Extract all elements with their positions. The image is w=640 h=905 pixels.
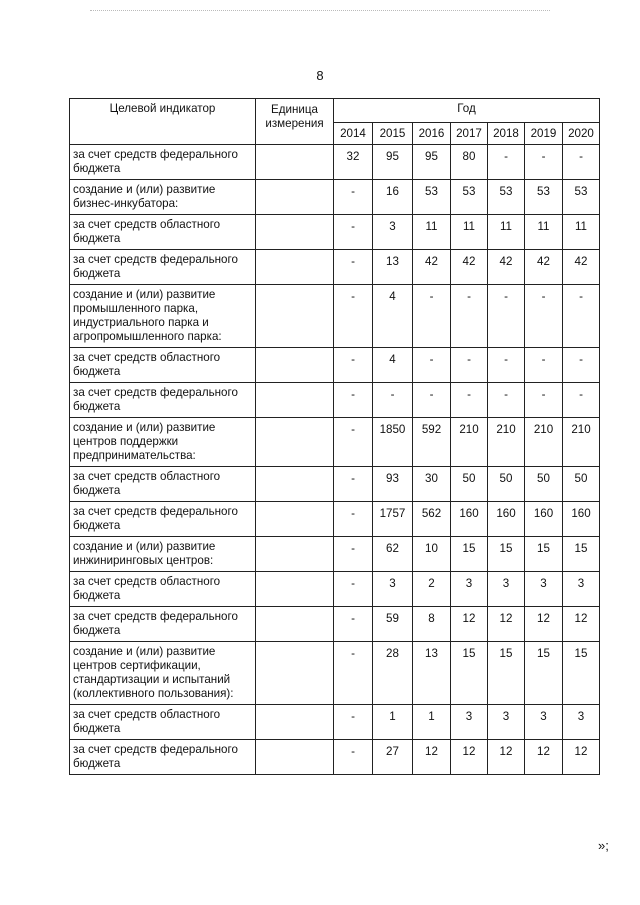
year-value: 53 [413,180,451,215]
year-value: 1757 [373,502,413,537]
year-value: 95 [413,145,451,180]
table-row [70,705,600,740]
year-value: 42 [451,250,488,285]
year-value: 562 [413,502,451,537]
indicator-label: создание и (или) развитие центров поддержки предпринимательства: [70,418,256,467]
year-value: 160 [488,502,525,537]
table-row [70,145,600,180]
header-year: 2017 [451,123,488,145]
year-value: - [334,348,373,383]
year-value: - [373,383,413,418]
year-value: - [334,572,373,607]
year-value: 3 [525,705,563,740]
header-year: 2014 [334,123,373,145]
year-value: 50 [451,467,488,502]
year-value: 27 [373,740,413,775]
year-value: - [334,180,373,215]
year-value: 1850 [373,418,413,467]
header-indicator: Целевой индикатор [70,99,256,145]
unit-cell [256,180,334,215]
indicator-label: за счет средств областного бюджета [70,467,256,502]
indicator-label: создание и (или) развитие центров сертификации, стандартизации и испытаний (коллективного пользования): [70,642,256,705]
year-value: 12 [451,607,488,642]
indicators-table [69,98,600,775]
indicator-label: создание и (или) развитие промышленного парка, индустриального парка и агропромышленного парка: [70,285,256,348]
scan-top-marks [90,10,550,13]
year-value: - [563,145,600,180]
year-value: - [488,348,525,383]
year-value: - [451,285,488,348]
unit-cell [256,705,334,740]
year-value: 95 [373,145,413,180]
year-value: 13 [413,642,451,705]
year-value: - [413,285,451,348]
year-value: 11 [488,215,525,250]
year-value: 3 [488,572,525,607]
year-value: 210 [488,418,525,467]
year-value: 12 [413,740,451,775]
year-value: 3 [373,215,413,250]
header-unit: Единица измерения [256,99,334,145]
table-row [70,607,600,642]
year-value: - [334,537,373,572]
year-value: 1 [373,705,413,740]
year-value: 16 [373,180,413,215]
indicator-label: за счет средств федерального бюджета [70,607,256,642]
year-value: 12 [488,607,525,642]
header-year: 2018 [488,123,525,145]
page-number: 8 [316,68,324,83]
unit-cell [256,418,334,467]
year-value: 15 [451,537,488,572]
year-value: - [334,502,373,537]
header-year: 2020 [563,123,600,145]
table-body [70,145,600,775]
table-row [70,642,600,705]
year-value: 8 [413,607,451,642]
year-value: 12 [525,740,563,775]
indicator-label: за счет средств областного бюджета [70,572,256,607]
table-row [70,502,600,537]
year-value: 80 [451,145,488,180]
table-row [70,285,600,348]
table-row [70,572,600,607]
table-row [70,418,600,467]
year-value: 2 [413,572,451,607]
year-value: 53 [563,180,600,215]
indicator-label: за счет средств федерального бюджета [70,740,256,775]
indicator-label: за счет средств федерального бюджета [70,502,256,537]
table-row [70,537,600,572]
year-value: - [334,705,373,740]
indicator-label: за счет средств федерального бюджета [70,250,256,285]
year-value: 3 [488,705,525,740]
table-row [70,383,600,418]
year-value: 15 [563,537,600,572]
year-value: 28 [373,642,413,705]
year-value: 32 [334,145,373,180]
year-value: - [334,740,373,775]
year-value: 12 [451,740,488,775]
year-value: 10 [413,537,451,572]
indicator-label: за счет средств областного бюджета [70,215,256,250]
unit-cell [256,642,334,705]
header-year: 2016 [413,123,451,145]
year-value: 15 [488,642,525,705]
year-value: - [334,250,373,285]
year-value: 53 [488,180,525,215]
year-value: 15 [525,642,563,705]
year-value: 3 [451,705,488,740]
year-value: 3 [563,705,600,740]
year-value: 11 [563,215,600,250]
unit-cell [256,250,334,285]
unit-cell [256,607,334,642]
year-value: 12 [563,607,600,642]
indicator-label: за счет средств федерального бюджета [70,145,256,180]
indicator-label: за счет средств федерального бюджета [70,383,256,418]
year-value: 53 [525,180,563,215]
year-value: 160 [525,502,563,537]
year-value: - [563,348,600,383]
year-value: 59 [373,607,413,642]
year-value: 11 [525,215,563,250]
year-value: - [334,383,373,418]
header-year-group: Год [334,99,600,123]
year-value: 3 [451,572,488,607]
year-value: 11 [413,215,451,250]
year-value: - [488,383,525,418]
year-value: - [525,285,563,348]
year-value: 30 [413,467,451,502]
year-value: 50 [488,467,525,502]
year-value: 42 [563,250,600,285]
year-value: 210 [525,418,563,467]
year-value: 12 [488,740,525,775]
year-value: 160 [451,502,488,537]
year-value: 11 [451,215,488,250]
year-value: - [334,642,373,705]
year-value: 12 [525,607,563,642]
table-row [70,467,600,502]
year-value: - [525,145,563,180]
unit-cell [256,572,334,607]
year-value: 50 [563,467,600,502]
unit-cell [256,467,334,502]
year-value: - [413,348,451,383]
year-value: 12 [563,740,600,775]
year-value: 210 [451,418,488,467]
year-value: 15 [563,642,600,705]
year-value: - [334,285,373,348]
year-value: 62 [373,537,413,572]
year-value: - [413,383,451,418]
unit-cell [256,383,334,418]
year-value: - [334,418,373,467]
indicator-label: за счет средств областного бюджета [70,705,256,740]
header-year: 2015 [373,123,413,145]
year-value: 42 [413,250,451,285]
year-value: 13 [373,250,413,285]
table-row [70,250,600,285]
year-value: 93 [373,467,413,502]
year-value: - [525,383,563,418]
year-value: - [525,348,563,383]
unit-cell [256,537,334,572]
year-value: - [563,285,600,348]
year-value: 42 [488,250,525,285]
year-value: - [488,145,525,180]
year-value: - [334,215,373,250]
year-value: 4 [373,348,413,383]
year-value: 160 [563,502,600,537]
year-value: 50 [525,467,563,502]
year-value: - [334,467,373,502]
year-value: 1 [413,705,451,740]
unit-cell [256,348,334,383]
table-row [70,740,600,775]
year-value: 210 [563,418,600,467]
closing-quote-mark: »; [598,838,609,853]
unit-cell [256,740,334,775]
year-value: 592 [413,418,451,467]
year-value: 4 [373,285,413,348]
table-row [70,180,600,215]
year-value: 15 [488,537,525,572]
unit-cell [256,285,334,348]
table-row [70,215,600,250]
year-value: 42 [525,250,563,285]
year-value: - [563,383,600,418]
year-value: - [334,607,373,642]
header-year: 2019 [525,123,563,145]
year-value: 3 [563,572,600,607]
indicator-label: за счет средств областного бюджета [70,348,256,383]
unit-cell [256,502,334,537]
table-row [70,348,600,383]
year-value: 3 [373,572,413,607]
year-value: - [451,348,488,383]
year-value: 3 [525,572,563,607]
year-value: - [488,285,525,348]
unit-cell [256,145,334,180]
year-value: 15 [525,537,563,572]
unit-cell [256,215,334,250]
year-value: 15 [451,642,488,705]
indicator-label: создание и (или) развитие бизнес-инкубатора: [70,180,256,215]
indicator-label: создание и (или) развитие инжиниринговых центров: [70,537,256,572]
year-value: - [451,383,488,418]
year-value: 53 [451,180,488,215]
